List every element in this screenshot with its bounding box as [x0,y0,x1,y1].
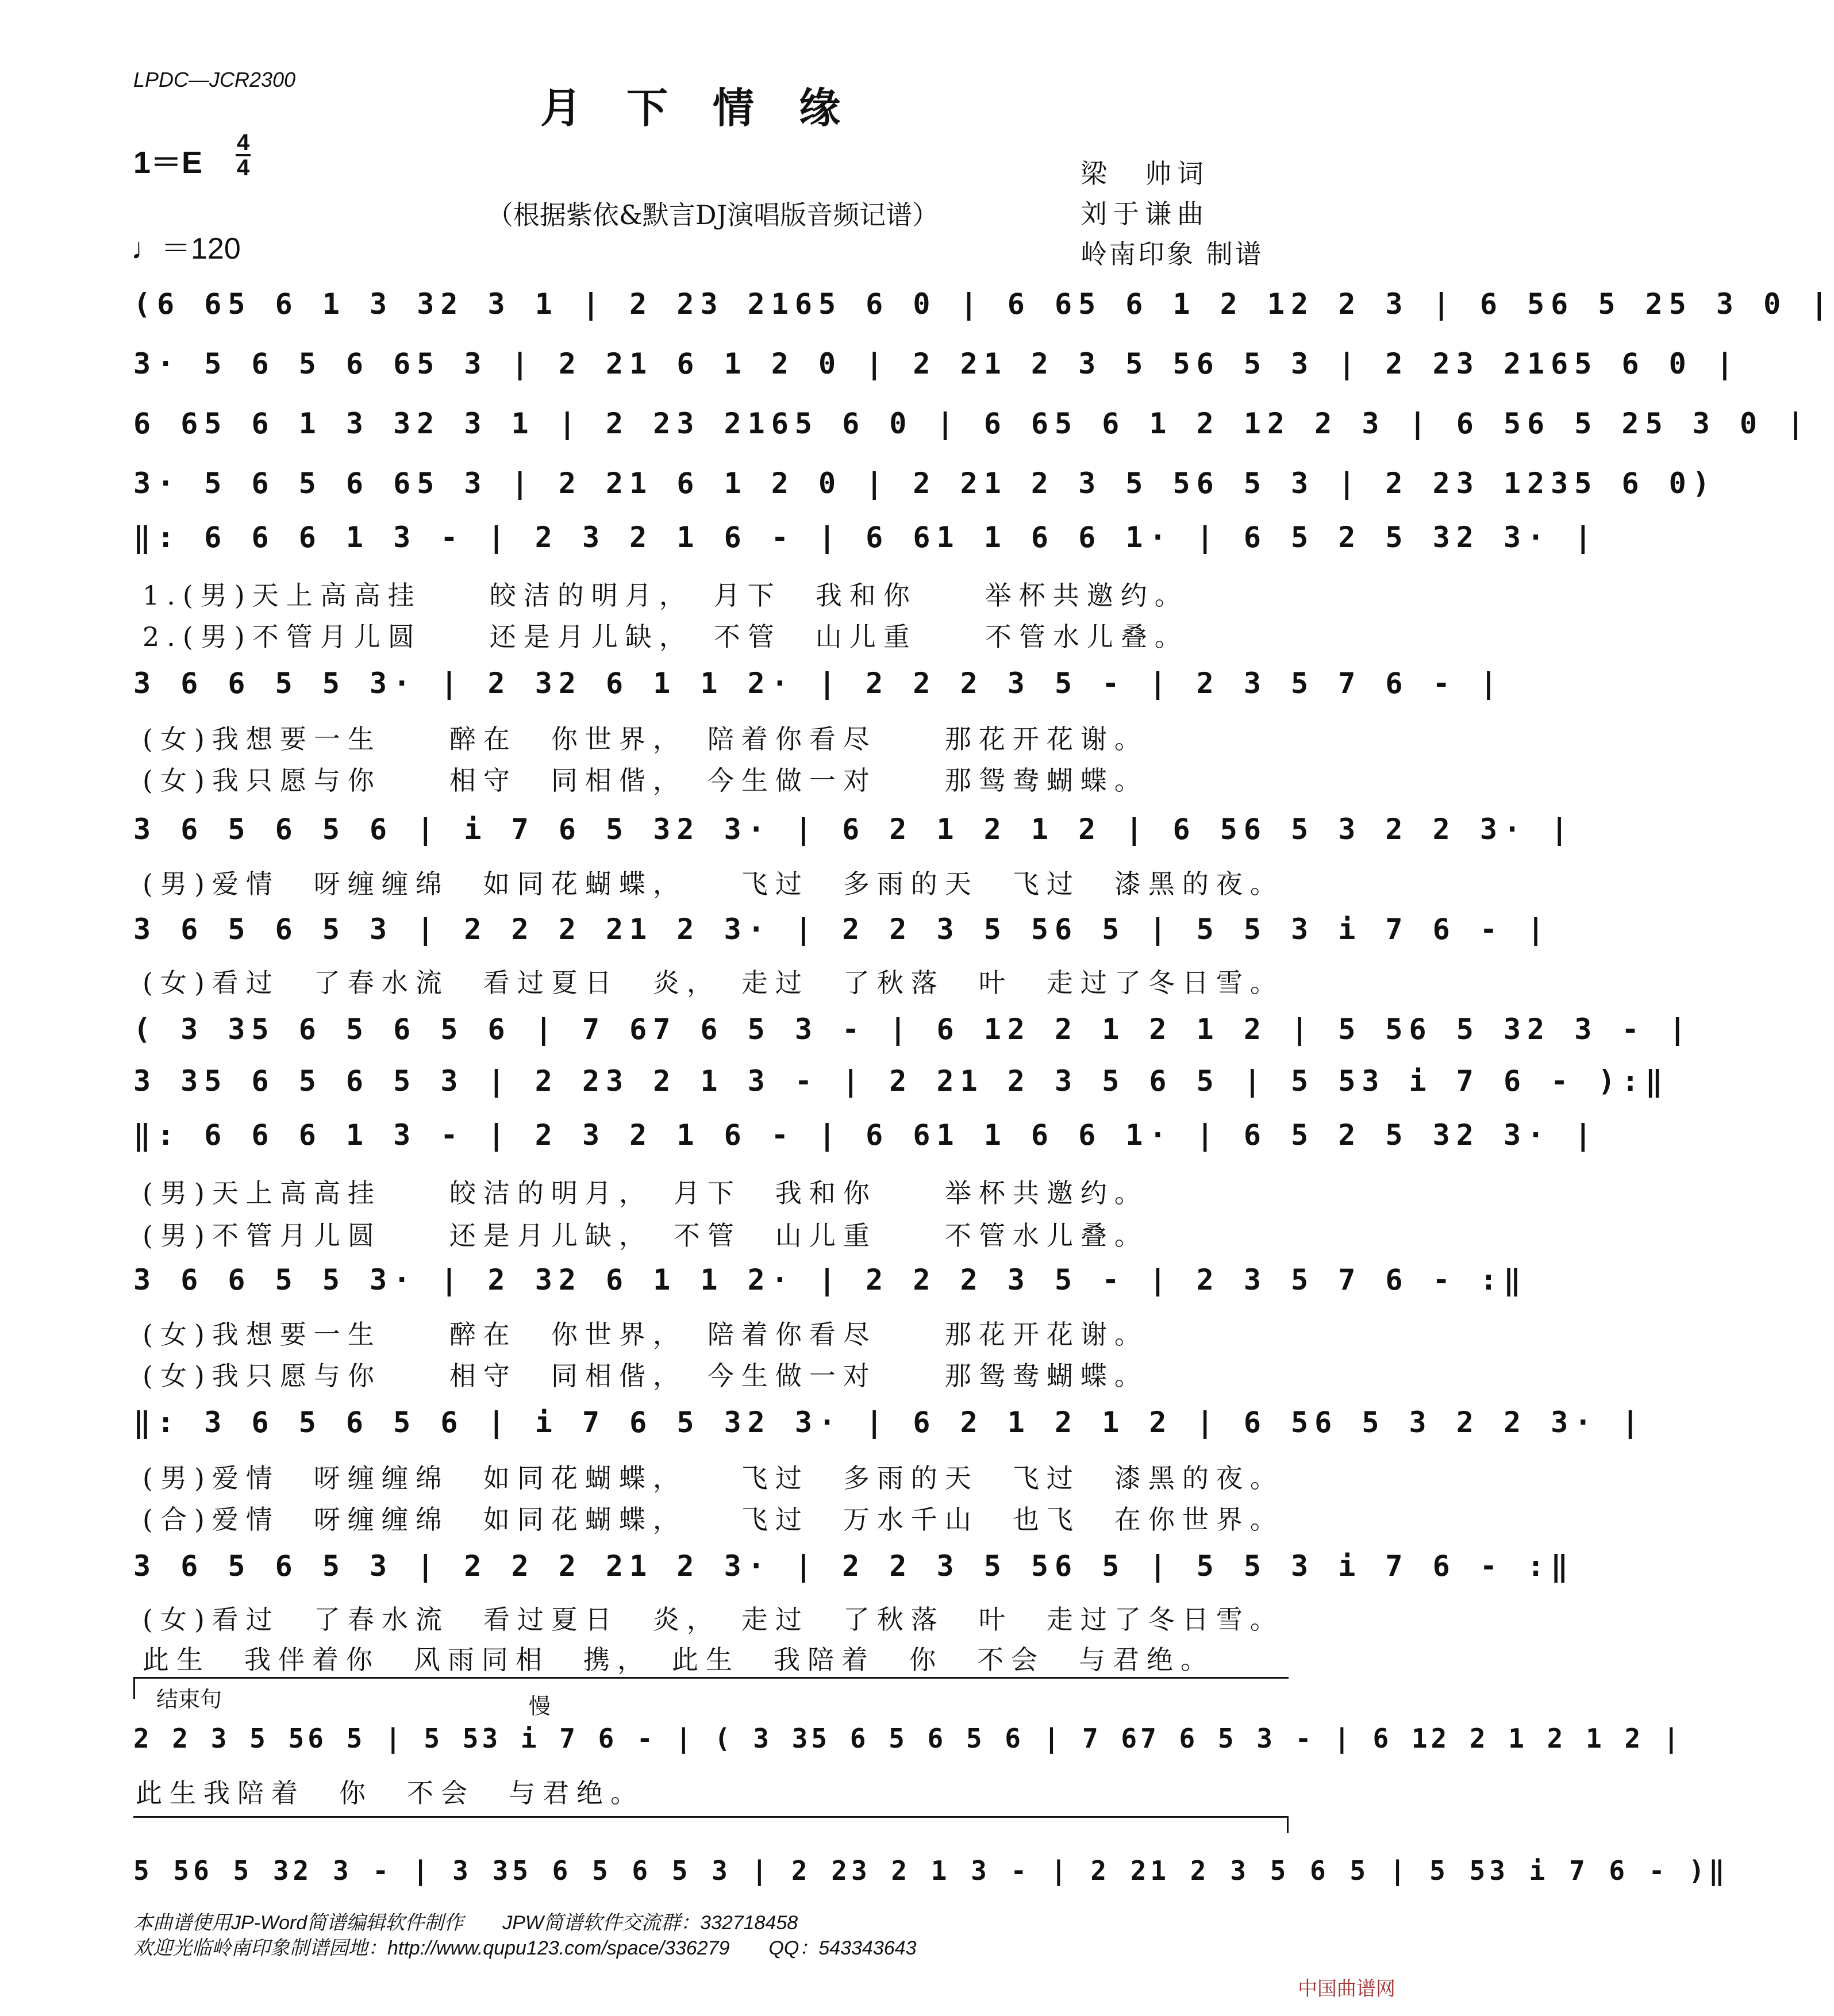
notation-line: 3 6 5 6 5 3 | 2 2 2 21 2 3· | 2 2 3 5 56 5 | 5 5 3 i 7 6 - | [133,913,1551,946]
notation-line: ‖: 3 6 5 6 5 6 | i 7 6 5 32 3· | 6 2 1 2 1 2 | 6 56 5 3 2 2 3· | [133,1406,1645,1439]
tempo-marking: ♩＝120 [131,232,241,266]
meter-top: 4 [237,130,250,155]
ending-bracket-line [133,1677,1289,1679]
notation-line: 3 6 5 6 5 3 | 2 2 2 21 2 3· | 2 2 3 5 56 5 | 5 5 3 i 7 6 - :‖ [133,1549,1575,1583]
time-signature [236,131,251,179]
footer-software-note: 本曲谱使用JP-Word简谱编辑软件制作 JPW简谱软件交流群：332718458 [133,1912,798,1934]
lyric-line: (女)我只愿与你 相守 同相偕， 今生做一对 那鸳鸯蝴蝶。 [143,1360,1148,1391]
lyric-line: (男)天上高高挂 皎洁的明月， 月下 我和你 举杯共邀约。 [143,1178,1148,1209]
ending-bracket-tick [133,1677,135,1699]
lyric-line: (合)爱情 呀缠缠绵 如同花蝴蝶， 飞过 万水千山 也飞 在你世界。 [143,1504,1284,1535]
notation-line: 3 6 6 5 5 3· | 2 32 6 1 1 2· | 2 2 2 3 5 - | 2 3 5 7 6 - :‖ [133,1263,1528,1296]
lyric-line: 此生我陪着 你 不会 与君绝。 [136,1778,644,1809]
lyric-line: (男)爱情 呀缠缠绵 如同花蝴蝶， 飞过 多雨的天 飞过 漆黑的夜。 [143,1463,1284,1494]
lyricist-credit: 梁 帅词 [1081,158,1209,189]
subtitle: （根据紫依&默言DJ演唱版音频记谱） [486,199,939,230]
song-title: 月下情缘 [540,83,885,132]
score-code: LPDC—JCR2300 [133,68,296,91]
notation-line: 5 56 5 32 3 - | 3 35 6 5 6 5 3 | 2 23 2 1 3 - | 2 21 2 3 5 6 5 | 5 53 i 7 6 - )‖ [133,1855,1729,1886]
notation-line: 2 2 3 5 56 5 | 5 53 i 7 6 - | ( 3 35 6 5 6 5 6 | 7 67 6 5 3 - | 6 12 2 1 2 1 2 | [133,1723,1683,1754]
divider-tick [1287,1816,1289,1833]
lyric-line: (女)我只愿与你 相守 同相偕， 今生做一对 那鸳鸯蝴蝶。 [143,765,1148,796]
notation-line: 3· 5 6 5 6 65 3 | 2 21 6 1 2 0 | 2 21 2 3 5 56 5 3 | 2 23 2165 6 0 | [133,347,1740,380]
notation-line: 3 35 6 5 6 5 3 | 2 23 2 1 3 - | 2 21 2 3 5 6 5 | 5 53 i 7 6 - ):‖ [133,1064,1669,1098]
slow-marking: 慢 [529,1694,551,1719]
lyric-line: (女)看过 了春水流 看过夏日 炎， 走过 了秋落 叶 走过了冬日雪。 [143,1604,1284,1635]
footer-website-note: 欢迎光临岭南印象制谱园地：http://www.qupu123.com/space/336279 QQ：543343643 [133,1937,917,1959]
lyric-line: 2.(男)不管月儿圆 还是月儿缺， 不管 山儿重 不管水儿叠。 [143,621,1189,652]
composer-credit: 刘于谦曲 [1081,198,1209,229]
notation-line: ( 3 35 6 5 6 5 6 | 7 67 6 5 3 - | 6 12 2 1 2 1 2 | 5 56 5 32 3 - | [133,1013,1693,1046]
notation-line: 6 65 6 1 3 32 3 1 | 2 23 2165 6 0 | 6 65 6 1 2 12 2 3 | 6 56 5 25 3 0 | [133,407,1811,440]
lyric-line: (男)爱情 呀缠缠绵 如同花蝴蝶， 飞过 多雨的天 飞过 漆黑的夜。 [143,868,1284,899]
notation-line: ‖: 6 6 6 1 3 - | 2 3 2 1 6 - | 6 61 1 6 6 1· | 6 5 2 5 32 3· | [133,521,1598,554]
watermark-logo: 中国曲谱网 [1298,1977,1395,2000]
lyric-line: 1.(男)天上高高挂 皎洁的明月， 月下 我和你 举杯共邀约。 [143,580,1189,611]
lyric-line: (女)我想要一生 醉在 你世界， 陪着你看尽 那花开花谢。 [143,1319,1148,1350]
notation-line: (6 65 6 1 3 32 3 1 | 2 23 2165 6 0 | 6 65 6 1 2 12 2 3 | 6 56 5 25 3 0 | [133,287,1834,321]
notation-line: 3· 5 6 5 6 65 3 | 2 21 6 1 2 0 | 2 21 2 3 5 56 5 3 | 2 23 1235 6 0) [133,467,1716,500]
key-signature: 1＝E [133,145,203,180]
lyric-line: (男)不管月儿圆 还是月儿缺， 不管 山儿重 不管水儿叠。 [143,1220,1148,1251]
notation-line: 3 6 6 5 5 3· | 2 32 6 1 1 2· | 2 2 2 3 5 - | 2 3 5 7 6 - | [133,667,1504,700]
lyric-line: (女)我想要一生 醉在 你世界， 陪着你看尽 那花开花谢。 [143,724,1148,755]
lyric-line: (女)看过 了春水流 看过夏日 炎， 走过 了秋落 叶 走过了冬日雪。 [143,967,1284,998]
divider [133,1816,1289,1818]
meter-bottom: 4 [237,155,250,180]
ending-label: 结束句 [156,1688,222,1712]
lyric-line: 此生 我伴着你 风雨同相 携， 此生 我陪着 你 不会 与君绝。 [143,1644,1214,1675]
notation-line: ‖: 6 6 6 1 3 - | 2 3 2 1 6 - | 6 61 1 6 6 1· | 6 5 2 5 32 3· | [133,1118,1598,1152]
transcriber-credit: 岭南印象 制谱 [1081,238,1264,270]
notation-line: 3 6 5 6 5 6 | i 7 6 5 32 3· | 6 2 1 2 1 2 | 6 56 5 3 2 2 3· | [133,813,1575,846]
